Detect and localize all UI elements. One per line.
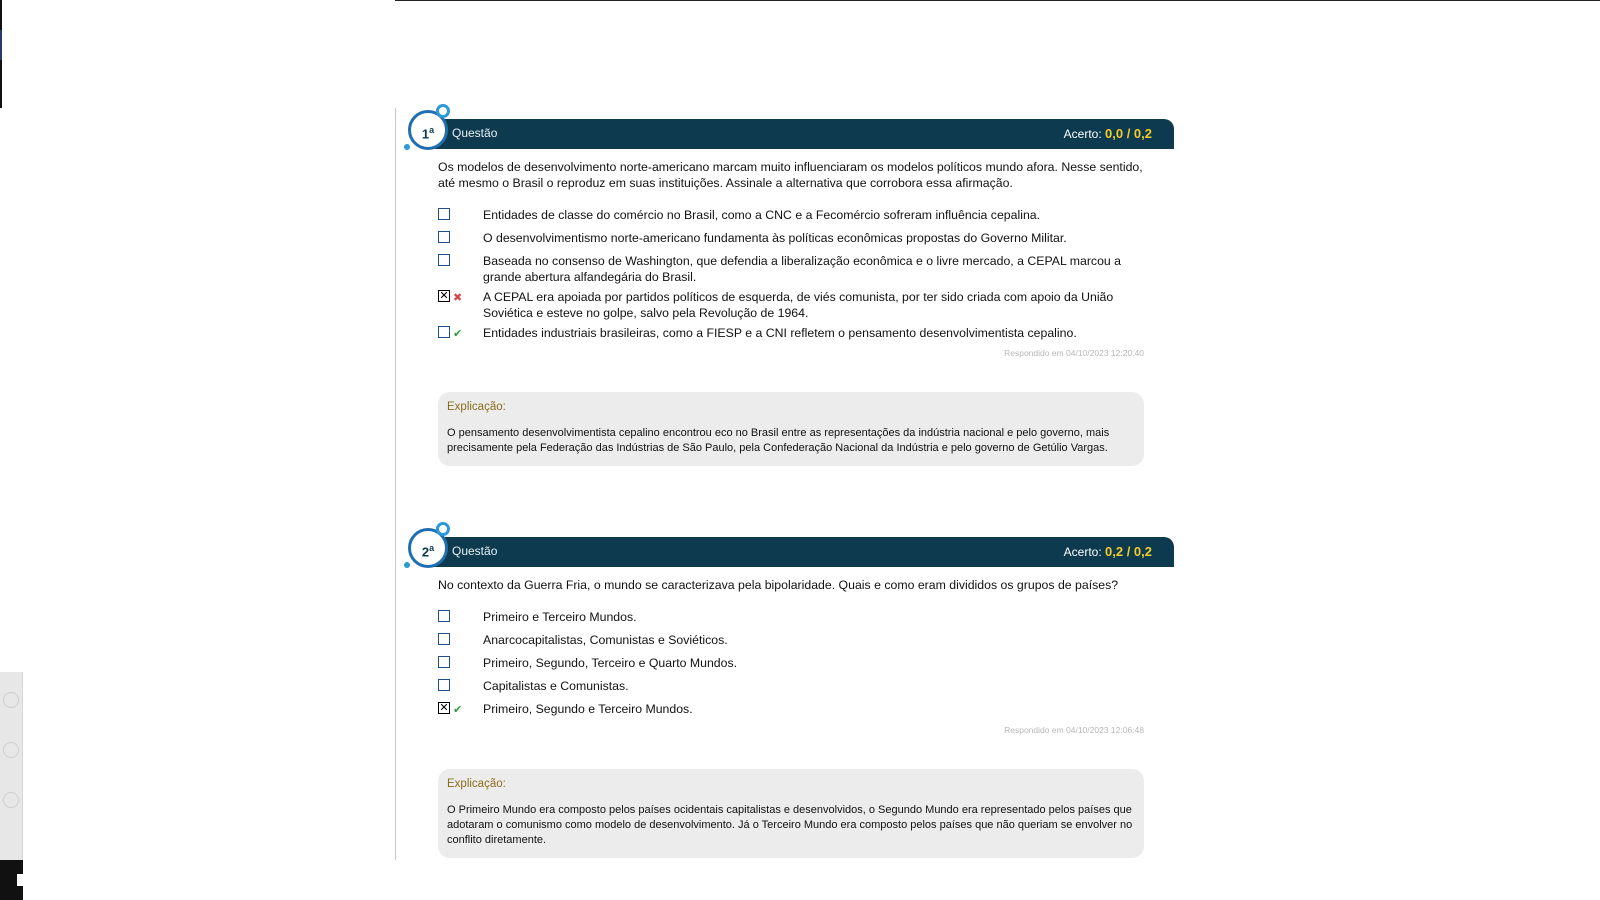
swirl-pattern-icon — [3, 792, 19, 808]
question-text: Os modelos de desenvolvimento norte-americano marcam muito influenciaram os modelos políticos mundo afora. Nesse sentido, até mesmo o Brasil o reproduz em suas instituições. Assinale a alternativa que corrobora essa afirmação. — [438, 160, 1143, 190]
answer-option-correct[interactable] — [438, 325, 1144, 345]
question-header — [408, 108, 1176, 150]
answer-option[interactable] — [438, 230, 1144, 250]
swirl-pattern-icon — [3, 692, 19, 708]
answer-option[interactable] — [438, 253, 1144, 285]
option-checkbox[interactable] — [438, 326, 450, 338]
question-label: Questão — [452, 544, 498, 558]
option-label: Baseada no consenso de Washington, que defendia a liberalização econômica e o livre mercado, a CEPAL marcou a grande abertura alfandegária do Brasil. — [483, 254, 1121, 284]
correct-answer-icon: ✔ — [453, 328, 463, 340]
answer-option-selected[interactable] — [438, 289, 1144, 321]
answer-options — [438, 207, 1144, 345]
option-label: O desenvolvimentismo norte-americano fundamenta às políticas econômicas propostas do Governo Militar. — [483, 231, 1067, 245]
question-header — [408, 526, 1176, 568]
score-label: Acerto: — [1063, 127, 1102, 141]
option-checkbox-checked[interactable]: ✕ — [439, 702, 449, 714]
explanation-text: O pensamento desenvolvimentista cepalino encontrou eco no Brasil entre as representações da indústria nacional e pelo governo, mais precisamente pela Federação das Indústrias de São Paulo, pela Confederação Nacional da Indústria e pelo governo de Getúlio Vargas. — [447, 427, 1110, 454]
start-icon — [17, 874, 23, 886]
explanation-box — [438, 769, 1144, 858]
option-label: Capitalistas e Comunistas. — [483, 679, 629, 693]
option-checkbox[interactable] — [438, 610, 450, 622]
score-value: 0,2 / 0,2 — [1105, 544, 1152, 559]
option-label: Primeiro, Segundo, Terceiro e Quarto Mundos. — [483, 656, 738, 670]
correct-answer-icon: ✔ — [453, 704, 463, 716]
option-checkbox[interactable] — [438, 679, 450, 691]
explanation-text: O Primeiro Mundo era composto pelos países ocidentais capitalistas e desenvolvidos, o Segundo Mundo era representado pelos países que adotaram o comunismo como modelo de desenvolvimento. Já o Terceiro Mundo era composto pelos países que não queriam se envolver no conflito diretamente. — [447, 804, 1133, 846]
option-checkbox[interactable] — [438, 656, 450, 668]
side-decoration-panel — [0, 672, 23, 860]
answer-option[interactable] — [438, 207, 1144, 227]
option-label: Primeiro e Terceiro Mundos. — [483, 610, 637, 624]
taskbar-corner[interactable] — [0, 860, 23, 900]
answer-option[interactable] — [438, 632, 1144, 652]
wrong-answer-icon: ✖ — [453, 292, 463, 304]
badge-dot-icon — [404, 144, 410, 150]
question-number-badge: 2$^a$ — [408, 528, 448, 568]
explanation-title: Explicação: — [447, 778, 506, 790]
question-text: No contexto da Guerra Fria, o mundo se caracterizava pela bipolaridade. Quais e como eram divididos os grupos de países? — [438, 578, 1119, 592]
answered-timestamp: Respondido em 04/10/2023 12:06:48 — [1004, 725, 1144, 735]
question-score — [1064, 544, 1152, 559]
option-checkbox[interactable] — [438, 254, 450, 266]
content-left-border — [395, 108, 396, 860]
option-label: Entidades de classe do comércio no Brasil, como a CNC e a Fecomércio sofreram influência cepalina. — [483, 208, 1041, 222]
option-label: Primeiro, Segundo e Terceiro Mundos. — [483, 702, 693, 716]
option-label: Entidades industriais brasileiras, como a FIESP e a CNI refletem o pensamento desenvolvimentista cepalino. — [483, 326, 1077, 340]
badge-ring-icon — [436, 104, 450, 118]
option-checkbox[interactable] — [438, 231, 450, 243]
answer-option[interactable] — [438, 609, 1144, 629]
question-label: Questão — [452, 126, 498, 140]
badge-dot-icon — [404, 562, 410, 568]
score-value: 0,0 / 0,2 — [1105, 126, 1152, 141]
answer-option-selected-correct[interactable] — [438, 701, 1144, 721]
question-score — [1064, 126, 1152, 141]
answered-timestamp: Respondido em 04/10/2023 12:20:40 — [1004, 348, 1144, 358]
question-title-bar — [426, 119, 1174, 149]
swirl-pattern-icon — [3, 742, 19, 758]
question-card-2 — [408, 526, 1176, 858]
top-divider — [395, 0, 1600, 1]
explanation-title: Explicação: — [447, 401, 506, 413]
answer-option[interactable] — [438, 678, 1144, 698]
window-left-accent — [0, 30, 2, 60]
answer-options — [438, 609, 1144, 721]
option-checkbox-checked[interactable]: ✕ — [439, 290, 449, 302]
option-label: Anarcocapitalistas, Comunistas e Soviéticos. — [483, 633, 728, 647]
question-number-badge: 1$^a$ — [408, 110, 448, 150]
explanation-box — [438, 392, 1144, 466]
question-card-1 — [408, 108, 1176, 466]
question-title-bar — [426, 537, 1174, 567]
score-label: Acerto: — [1063, 545, 1102, 559]
answer-option[interactable] — [438, 655, 1144, 675]
option-label: A CEPAL era apoiada por partidos políticos de esquerda, de viés comunista, por ter sido criada com apoio da União Soviética e esteve no golpe, salvo pela Revolução de 1964. — [483, 290, 1114, 320]
badge-ring-icon — [436, 522, 450, 536]
option-checkbox[interactable] — [438, 633, 450, 645]
option-checkbox[interactable] — [438, 208, 450, 220]
